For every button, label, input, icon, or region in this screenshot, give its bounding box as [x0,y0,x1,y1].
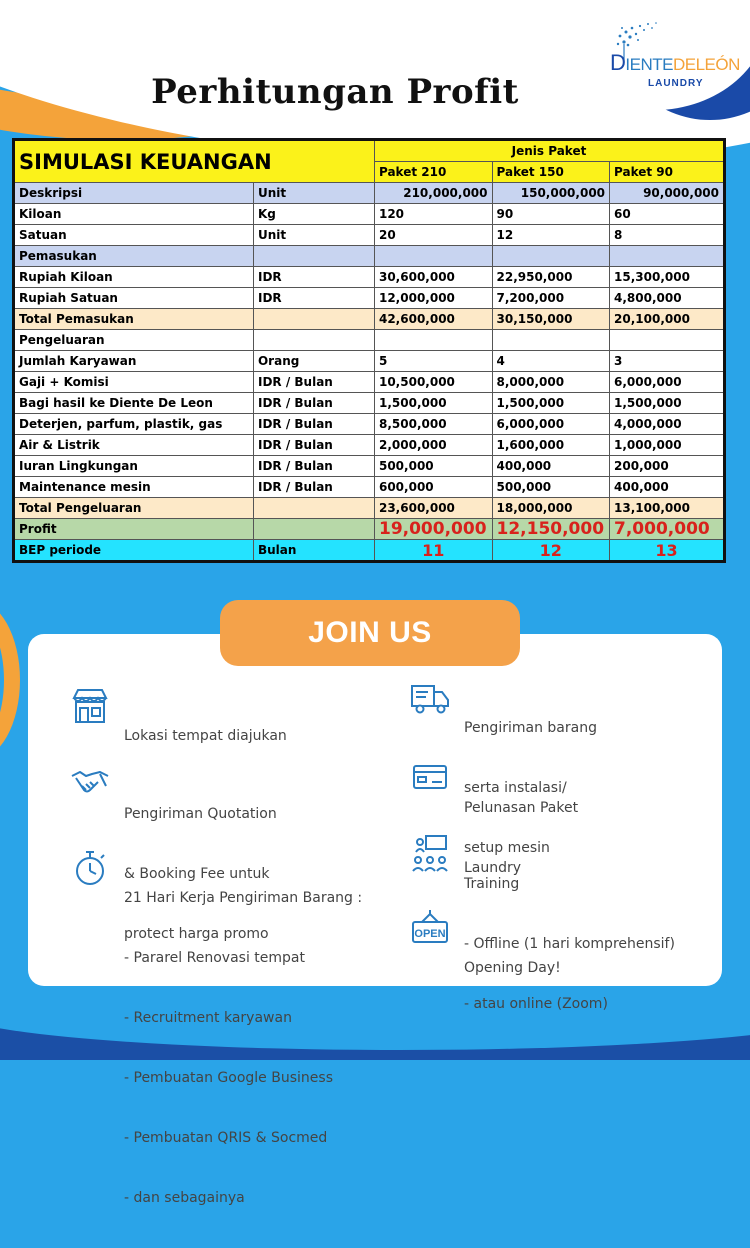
profit-row [14,519,725,540]
cell-value: 90 [492,204,610,225]
table-row [14,225,725,246]
open-sign-icon [410,908,450,948]
cell-value: 120 [374,204,492,225]
cell-value: 1,000,000 [610,435,725,456]
row-label: Kiloan [14,204,254,225]
row-label: Total Pengeluaran [14,498,254,519]
table-row-deskripsi [14,183,725,204]
section-row-pemasukan [14,246,725,267]
bep-value: 11 [374,540,492,562]
cell-value: 5 [374,351,492,372]
table-row [14,393,725,414]
table-row [14,288,725,309]
cell-value: 10,500,000 [374,372,492,393]
cell-value: 210,000,000 [374,183,492,204]
step-text: Training - Offline (1 hari komprehensif) - atau online (Zoom) [464,876,675,1012]
row-unit: IDR [253,267,374,288]
row-label: Deterjen, parfum, plastik, gas [14,414,254,435]
row-label: BEP periode [14,540,254,562]
cell-value: 4 [492,351,610,372]
profit-value: 19,000,000 [374,519,492,540]
table-row [14,456,725,477]
row-label: Gaji + Komisi [14,372,254,393]
step-lokasi [70,686,370,744]
table-row [14,477,725,498]
bep-value: 13 [610,540,725,562]
cell-value: 4,800,000 [610,288,725,309]
paket-header: Paket 90 [610,162,725,183]
cell-value: 22,950,000 [492,267,610,288]
cell-value: 2,000,000 [374,435,492,456]
training-icon [410,834,450,874]
cell-value: 400,000 [492,456,610,477]
cell-value: 600,000 [374,477,492,498]
step-21-hari [70,848,390,1206]
total-row-pemasukan [14,309,725,330]
row-label: Profit [14,519,254,540]
step-quotation [70,764,370,942]
row-unit: IDR / Bulan [253,414,374,435]
step-text: Pelunasan Paket Laundry [464,800,579,876]
table-row [14,372,725,393]
row-unit: Unit [253,183,374,204]
row-label: Air & Listrik [14,435,254,456]
row-label: Bagi hasil ke Diente De Leon [14,393,254,414]
cell-value: 90,000,000 [610,183,725,204]
table-row [14,267,725,288]
table-title: SIMULASI KEUANGAN [14,140,375,183]
step-text: 21 Hari Kerja Pengiriman Barang : - Pararel Renovasi tempat - Recruitment karyawan - Pembuatan Google Business - Pembuatan QRIS & Socmed - dan sebagainya [124,890,363,1206]
row-label: Deskripsi [14,183,254,204]
row-unit: Kg [253,204,374,225]
row-unit: Unit [253,225,374,246]
paket-header: Paket 210 [374,162,492,183]
cell-value: 8,500,000 [374,414,492,435]
row-unit: IDR / Bulan [253,372,374,393]
section-row-pengeluaran [14,330,725,351]
cell-value: 6,000,000 [610,372,725,393]
step-text: Pengiriman barang serta instalasi/ setup mesin [464,720,597,856]
row-unit: Bulan [253,540,374,562]
row-label: Total Pemasukan [14,309,254,330]
cell-value: 1,500,000 [610,393,725,414]
total-row-pengeluaran [14,498,725,519]
cell-value: 23,600,000 [374,498,492,519]
cell-value: 7,200,000 [492,288,610,309]
row-unit: IDR / Bulan [253,477,374,498]
row-label: Rupiah Kiloan [14,267,254,288]
row-label: Iuran Lingkungan [14,456,254,477]
cell-value: 1,500,000 [492,393,610,414]
cell-value: 6,000,000 [492,414,610,435]
step-text: Pengiriman Quotation & Booking Fee untuk protect harga promo [124,806,277,942]
cell-value: 20,100,000 [610,309,725,330]
store-icon [70,686,110,726]
cell-value: 500,000 [492,477,610,498]
cell-value: 8,000,000 [492,372,610,393]
section-label: Pemasukan [14,246,254,267]
open-sign-text: OPEN [414,928,446,940]
cell-value: 18,000,000 [492,498,610,519]
table-row [14,414,725,435]
cell-value: 1,500,000 [374,393,492,414]
profit-value: 12,150,000 [492,519,610,540]
cell-value: 400,000 [610,477,725,498]
step-text: Opening Day! [464,960,561,976]
cell-value: 4,000,000 [610,414,725,435]
handshake-icon [70,764,110,804]
jenis-paket-header: Jenis Paket [374,140,724,162]
brand-wordmark: DIENTEDELEÓN [610,50,740,75]
cell-value: 12 [492,225,610,246]
stopwatch-icon [70,848,110,888]
cell-value: 20 [374,225,492,246]
cell-value: 15,300,000 [610,267,725,288]
row-label: Rupiah Satuan [14,288,254,309]
cell-value: 500,000 [374,456,492,477]
cell-value: 30,600,000 [374,267,492,288]
cell-value: 1,600,000 [492,435,610,456]
truck-icon [410,678,450,718]
table-row [14,435,725,456]
row-label: Maintenance mesin [14,477,254,498]
financial-simulation-table [12,138,726,563]
cell-value: 13,100,000 [610,498,725,519]
cell-value: 3 [610,351,725,372]
orange-arc-decoration-left [0,600,20,760]
row-label: Satuan [14,225,254,246]
profit-value: 7,000,000 [610,519,725,540]
credit-card-icon [410,758,450,798]
cell-value: 30,150,000 [492,309,610,330]
cell-value: 12,000,000 [374,288,492,309]
table-header-row [14,140,725,162]
row-unit: IDR [253,288,374,309]
page-title: Perhitungan Profit [151,72,519,112]
cell-value: 42,600,000 [374,309,492,330]
join-us-title: JOIN US [220,600,520,666]
brand-subtitle: LAUNDRY [648,78,704,89]
table-row [14,351,725,372]
bep-value: 12 [492,540,610,562]
cell-value: 8 [610,225,725,246]
paket-header: Paket 150 [492,162,610,183]
cell-value: 60 [610,204,725,225]
step-text: Lokasi tempat diajukan [124,728,287,744]
section-label: Pengeluaran [14,330,254,351]
bep-row [14,540,725,562]
cell-value: 200,000 [610,456,725,477]
row-unit: IDR / Bulan [253,456,374,477]
table-row [14,204,725,225]
row-unit: IDR / Bulan [253,435,374,456]
cell-value: 150,000,000 [492,183,610,204]
row-unit: IDR / Bulan [253,393,374,414]
row-unit: Orang [253,351,374,372]
row-label: Jumlah Karyawan [14,351,254,372]
